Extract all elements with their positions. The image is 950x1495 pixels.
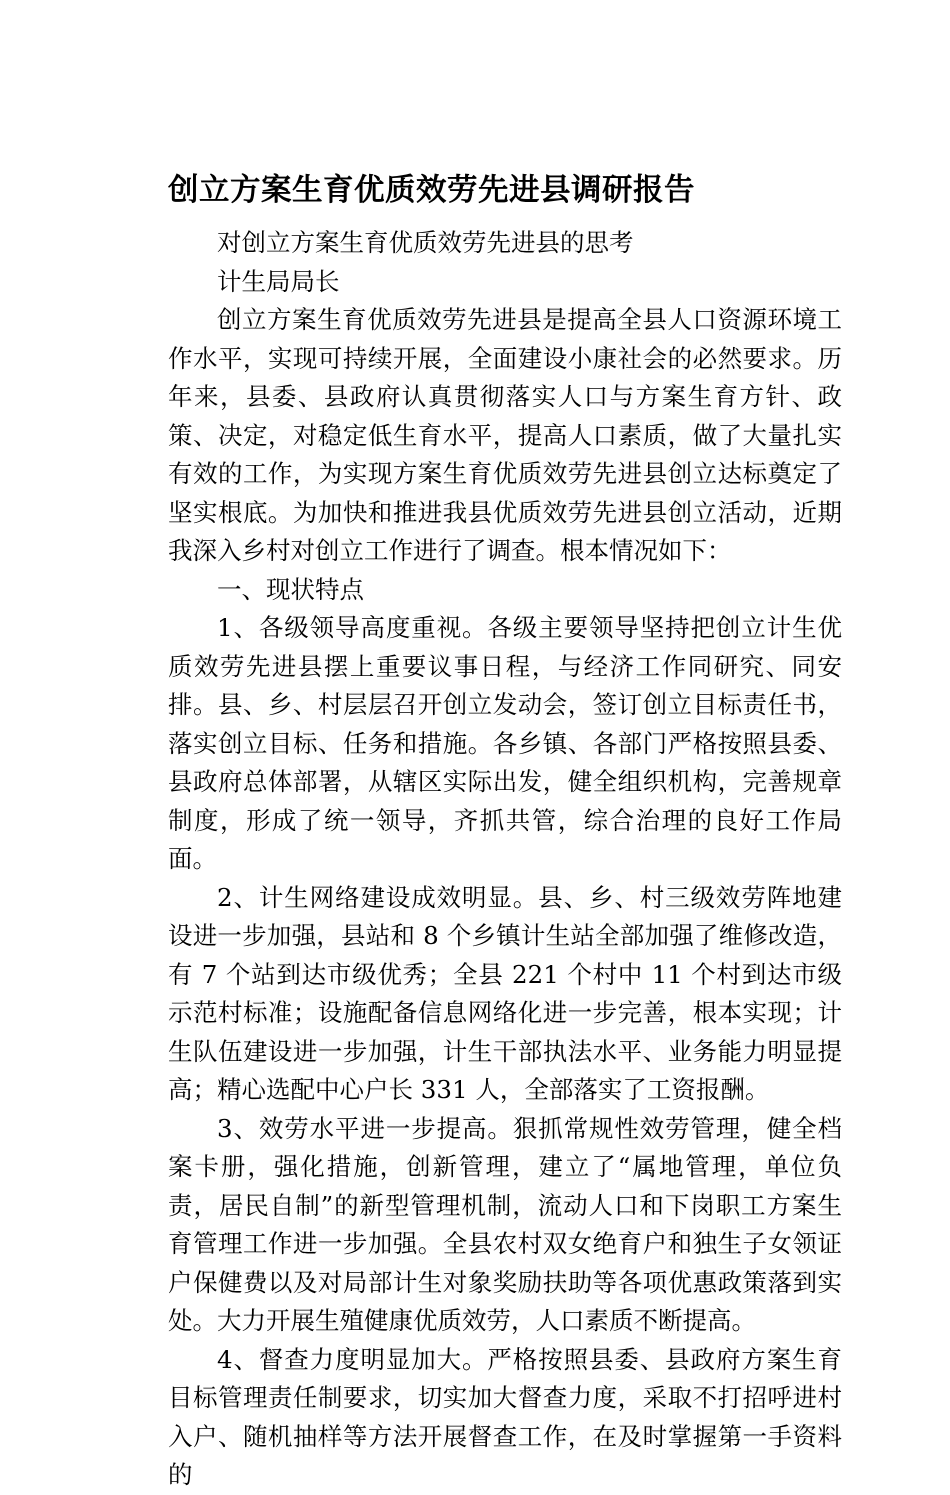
paragraph: 计生局局长 xyxy=(217,266,340,296)
paragraph: 创立方案生育优质效劳先进县是提高全县人口资源环境工作水平，实现可持续开展，全面建设小康社会的必然要求。历年来，县委、县政府认真贯彻落实人口与方案生育方针、政策、决定，对稳定低生育水平，提高人口素质，做了大量扎实有效的工作，为实现方案生育优质效劳先进县创立达标奠定了坚实根底。为加快和推进我县优质效劳先进县创立活动，近期我深入乡村对创立工作进行了调查。根本情况如下： xyxy=(168,305,842,566)
paragraph: 3、效劳水平进一步提高。狠抓常规性效劳管理，健全档案卡册，强化措施，创新管理，建立了“属地管理，单位负责，居民自制”的新型管理机制，流动人口和下岗职工方案生育管理工作进一步加强。全县农村双女绝育户和独生子女领证户保健费以及对局部计生对象奖励扶助等各项优惠政策落到实处。大力开展生殖健康优质效劳，人口素质不断提高。 xyxy=(168,1113,842,1336)
paragraph: 一、现状特点 xyxy=(217,574,364,604)
document-body xyxy=(168,224,842,1495)
paragraph: 4、督查力度明显加大。严格按照县委、县政府方案生育目标管理责任制要求，切实加大督查力度，采取不打招呼进村入户、随机抽样等方法开展督查工作，在及时掌握第一手资料的 xyxy=(168,1344,842,1490)
page-title: 创立方案生育优质效劳先进县调研报告 xyxy=(168,173,695,208)
paragraph: 2、计生网络建设成效明显。县、乡、村三级效劳阵地建设进一步加强，县站和 8 个乡镇计生站全部加强了维修改造，有 7 个站到达市级优秀；全县 221 个村中 11 个村到达市级示范村标准；设施配备信息网络化进一步完善，根本实现；计生队伍建设进一步加强，计生干部执法水平、业务能力明显提高；精心选配中心户长 331 人，全部落实了工资报酬。 xyxy=(168,882,842,1105)
paragraph: 1、各级领导高度重视。各级主要领导坚持把创立计生优质效劳先进县摆上重要议事日程，与经济工作同研究、同安排。县、乡、村层层召开创立发动会，签订创立目标责任书，落实创立目标、任务和措施。各乡镇、各部门严格按照县委、县政府总体部署，从辖区实际出发，健全组织机构，完善规章制度，形成了统一领导，齐抓共管，综合治理的良好工作局面。 xyxy=(168,613,842,874)
paragraph: 对创立方案生育优质效劳先进县的思考 xyxy=(217,228,634,258)
